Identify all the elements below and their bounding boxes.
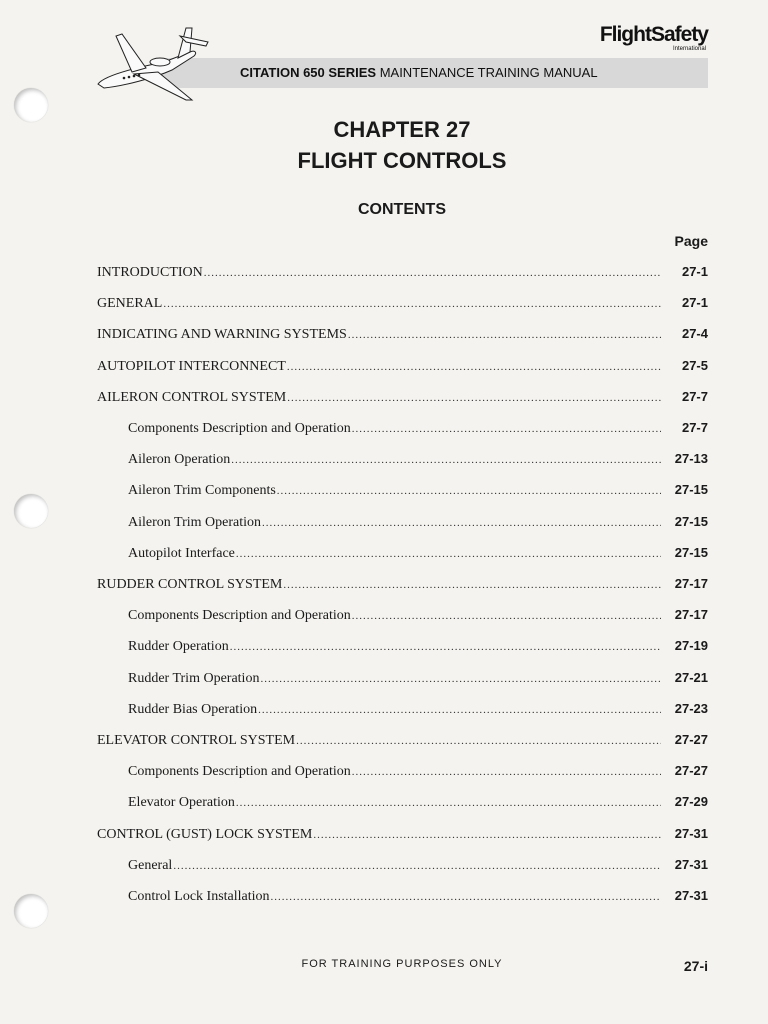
toc-entry bbox=[97, 826, 708, 846]
toc-entry bbox=[97, 732, 708, 752]
toc-entry-title: Elevator Operation bbox=[128, 795, 235, 811]
toc-entry bbox=[128, 607, 708, 627]
toc-leader-dots bbox=[258, 704, 661, 716]
chapter-number: CHAPTER 27 bbox=[333, 117, 471, 142]
binder-hole-bottom bbox=[14, 894, 48, 928]
toc-leader-dots bbox=[352, 423, 661, 435]
toc-entry-title: Rudder Operation bbox=[128, 639, 229, 655]
toc-entry bbox=[128, 451, 708, 471]
toc-entry bbox=[128, 638, 708, 658]
toc-entry bbox=[128, 670, 708, 690]
toc-entry-title: GENERAL bbox=[97, 296, 163, 312]
toc-leader-dots bbox=[348, 329, 661, 341]
toc-entry-page: 27-4 bbox=[681, 326, 708, 342]
toc-entry bbox=[97, 389, 708, 409]
toc-entry bbox=[97, 295, 708, 315]
toc-leader-dots bbox=[230, 641, 661, 653]
toc-entry-title: INDICATING AND WARNING SYSTEMS bbox=[97, 327, 347, 343]
toc-leader-dots bbox=[287, 361, 661, 373]
toc-leader-dots bbox=[236, 548, 661, 560]
toc-entry-title: INTRODUCTION bbox=[97, 265, 203, 280]
toc-entry bbox=[128, 514, 708, 534]
toc-entry-page: 27-19 bbox=[674, 638, 708, 654]
toc-entry-page: 27-17 bbox=[674, 607, 708, 623]
toc-leader-dots bbox=[287, 392, 661, 404]
toc-entry-title: ELEVATOR CONTROL SYSTEM bbox=[97, 733, 296, 748]
toc-entry bbox=[128, 857, 708, 877]
toc-entry-page: 27-23 bbox=[674, 700, 708, 716]
toc-leader-dots bbox=[283, 579, 661, 591]
toc-entry-title: Autopilot Interface bbox=[128, 545, 235, 561]
toc-leader-dots bbox=[231, 454, 661, 466]
toc-entry-page: 27-31 bbox=[674, 856, 708, 872]
training-notice: FOR TRAINING PURPOSES ONLY bbox=[301, 958, 503, 970]
toc-entry-page: 27-13 bbox=[674, 451, 708, 467]
toc-entry bbox=[128, 794, 708, 814]
toc-entry-page: 27-1 bbox=[681, 295, 708, 311]
toc-entry-title: AUTOPILOT INTERCONNECT bbox=[97, 358, 286, 374]
series-label: CITATION 650 SERIES bbox=[240, 65, 377, 80]
flightsafety-logo bbox=[600, 24, 708, 53]
toc-entry-page: 27-5 bbox=[681, 357, 708, 373]
chapter-title: FLIGHT CONTROLS bbox=[297, 148, 507, 173]
toc-entry-title: Components Description and Operation bbox=[128, 764, 351, 780]
toc-entry bbox=[97, 576, 708, 596]
toc-entry-title: Aileron Trim Components bbox=[128, 483, 276, 499]
toc-entry bbox=[97, 264, 708, 284]
toc-entry-page: 27-29 bbox=[674, 794, 708, 810]
toc-leader-dots bbox=[352, 610, 661, 622]
toc-entry bbox=[128, 420, 708, 440]
toc-entry bbox=[97, 358, 708, 378]
toc-leader-dots bbox=[163, 298, 661, 310]
toc-leader-dots bbox=[352, 766, 661, 778]
toc-entry-page: 27-7 bbox=[681, 420, 708, 435]
toc-entry-title: Control Lock Installation bbox=[128, 889, 270, 904]
toc-entry-page: 27-27 bbox=[674, 763, 708, 779]
page-number: 27-i bbox=[683, 958, 708, 974]
toc-entry bbox=[97, 326, 708, 346]
logo-name: FlightSafety bbox=[599, 23, 708, 46]
toc-entry-page: 27-15 bbox=[674, 513, 708, 529]
toc-entry-title: General bbox=[128, 857, 173, 873]
toc-leader-dots bbox=[296, 735, 661, 747]
toc-leader-dots bbox=[262, 517, 661, 529]
manual-label: MAINTENANCE TRAINING MANUAL bbox=[379, 65, 598, 80]
toc-entry-page: 27-1 bbox=[681, 264, 708, 279]
toc-leader-dots bbox=[260, 673, 661, 685]
toc-leader-dots bbox=[277, 485, 661, 497]
toc-entry bbox=[128, 763, 708, 783]
toc-entry-title: Aileron Trim Operation bbox=[128, 514, 261, 530]
page-column-heading: Page bbox=[674, 233, 708, 249]
logo-subtitle: International bbox=[672, 46, 706, 52]
toc-leader-dots bbox=[236, 797, 661, 809]
binder-hole-middle bbox=[14, 494, 48, 528]
toc-entry-title: Rudder Bias Operation bbox=[128, 701, 258, 717]
toc-entry-title: CONTROL (GUST) LOCK SYSTEM bbox=[97, 826, 313, 842]
toc-leader-dots bbox=[204, 267, 661, 279]
toc-entry bbox=[128, 545, 708, 565]
contents-heading: CONTENTS bbox=[358, 201, 446, 218]
toc-entry-title: Rudder Trim Operation bbox=[128, 670, 260, 686]
toc-entry-page: 27-31 bbox=[674, 888, 708, 903]
toc-entry-page: 27-31 bbox=[674, 825, 708, 841]
toc-entry bbox=[128, 701, 708, 721]
toc-entry-page: 27-15 bbox=[674, 544, 708, 560]
toc-leader-dots bbox=[173, 860, 661, 872]
toc-entry-title: RUDDER CONTROL SYSTEM bbox=[97, 577, 283, 592]
toc-entry-page: 27-7 bbox=[681, 388, 708, 404]
toc-entry-title: Aileron Operation bbox=[128, 452, 231, 468]
citation-jet-icon bbox=[94, 22, 216, 106]
toc-entry bbox=[128, 482, 708, 502]
toc-entry-title: Components Description and Operation bbox=[128, 421, 351, 436]
toc-entry-page: 27-17 bbox=[674, 576, 708, 591]
toc-entry-page: 27-27 bbox=[674, 732, 708, 747]
toc-leader-dots bbox=[313, 829, 661, 841]
toc-entry-page: 27-15 bbox=[674, 482, 708, 498]
toc-leader-dots bbox=[271, 891, 661, 903]
manual-title bbox=[240, 65, 598, 80]
toc-entry-page: 27-21 bbox=[674, 669, 708, 685]
toc-entry-title: AILERON CONTROL SYSTEM bbox=[97, 389, 287, 405]
toc-entry-title: Components Description and Operation bbox=[128, 608, 351, 624]
toc-entry bbox=[128, 888, 708, 908]
